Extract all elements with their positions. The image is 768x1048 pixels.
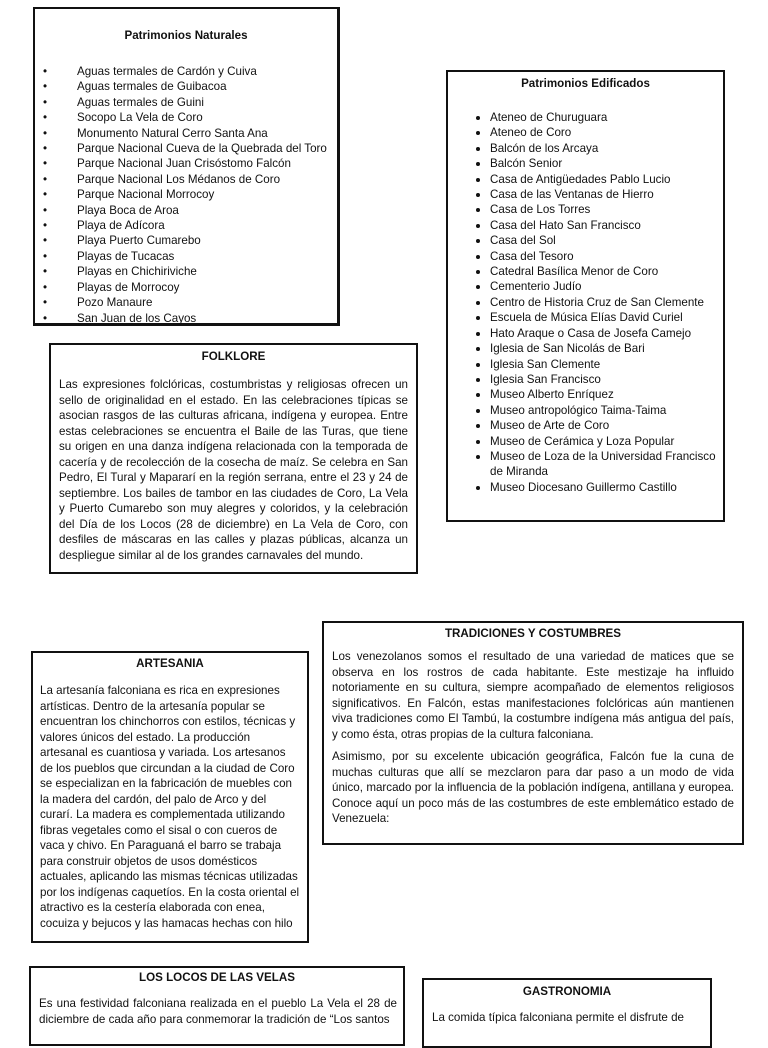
list-item: • Pozo Manaure — [43, 296, 153, 310]
bullet-icon: • — [43, 157, 48, 171]
patrimonios-edificados-box — [446, 70, 725, 522]
patrimonios-naturales-list — [35, 64, 337, 326]
artesania-title: ARTESANIA — [136, 657, 204, 670]
list-item: Ateneo de Coro — [490, 125, 723, 140]
list-item: Casa del Tesoro — [490, 249, 723, 264]
folklore-box — [49, 343, 418, 574]
bullet-icon: • — [43, 172, 48, 186]
list-item: Balcón Senior — [490, 156, 723, 171]
bullet-dot-icon — [476, 393, 480, 397]
list-item: Catedral Basílica Menor de Coro — [490, 264, 723, 279]
bullet-dot-icon — [476, 486, 480, 490]
bullet-icon: • — [43, 203, 48, 217]
bullet-dot-icon — [476, 455, 480, 459]
list-item: Museo Diocesano Guillermo Castillo — [490, 480, 723, 495]
bullet-dot-icon — [476, 378, 480, 382]
list-item: • Monumento Natural Cerro Santa Ana — [43, 126, 268, 140]
list-item: Museo de Arte de Coro — [490, 418, 723, 433]
bullet-dot-icon — [476, 239, 480, 243]
bullet-dot-icon — [476, 424, 480, 428]
bullet-dot-icon — [476, 332, 480, 336]
tradiciones-paragraph-1: Los venezolanos somos el resultado de una variedad de matices que se observa en los rostros de cada habitante. Este mestizaje ha influido notoriamente en su cultura, siempre acompañado de elementos religiosos significativos. En Falcón, estas manifestaciones folclóricas aún mantienen viva tradiciones como El Tambú, la costumbre indígena más antigua del país, y como ésta, otras propias de la cultura falconiana. — [332, 650, 734, 741]
bullet-dot-icon — [476, 316, 480, 320]
bullet-icon: • — [43, 311, 48, 325]
list-item: • Playa Boca de Aroa — [43, 203, 179, 217]
bullet-dot-icon — [476, 270, 480, 274]
gastronomia-text: La comida típica falconiana permite el disfrute de — [432, 1011, 684, 1024]
bullet-icon: • — [43, 265, 48, 279]
list-item: Iglesia San Clemente — [490, 357, 723, 372]
bullet-dot-icon — [476, 409, 480, 413]
list-item: • Parque Nacional Los Médanos de Coro — [43, 172, 281, 186]
list-item: Casa del Sol — [490, 233, 723, 248]
list-item: • Socopo La Vela de Coro — [43, 111, 203, 125]
locos-velas-title: LOS LOCOS DE LAS VELAS — [139, 971, 295, 984]
patrimonios-naturales-box — [33, 7, 340, 326]
list-item: • Parque Nacional Juan Crisóstomo Falcón — [43, 157, 291, 171]
list-item: Hato Araque o Casa de Josefa Camejo — [490, 326, 723, 341]
list-item: • Parque Nacional Morrocoy — [43, 188, 215, 202]
bullet-icon: • — [43, 234, 48, 248]
bullet-icon: • — [43, 296, 48, 310]
list-item: Balcón de los Arcaya — [490, 141, 723, 156]
bullet-dot-icon — [476, 131, 480, 135]
bullet-icon: • — [43, 126, 48, 140]
list-item: • Playa Puerto Cumarebo — [43, 234, 201, 248]
list-item: Iglesia de San Nicolás de Bari — [490, 341, 723, 356]
list-item: • Parque Nacional Cueva de la Quebrada del Toro — [43, 142, 327, 156]
list-item: Casa del Hato San Francisco — [490, 218, 723, 233]
bullet-icon: • — [43, 80, 48, 94]
list-item: Centro de Historia Cruz de San Clemente — [490, 295, 723, 310]
bullet-dot-icon — [476, 285, 480, 289]
gastronomia-box — [422, 978, 712, 1048]
folklore-title: FOLKLORE — [201, 350, 266, 363]
list-item: Museo Alberto Enríquez — [490, 387, 723, 402]
list-item: Cementerio Judío — [490, 279, 723, 294]
bullet-dot-icon — [476, 147, 480, 151]
artesania-box — [31, 651, 309, 943]
tradiciones-costumbres-box — [322, 621, 744, 845]
list-item: Museo antropológico Taima-Taima — [490, 403, 723, 418]
patrimonios-edificados-title: Patrimonios Edificados — [521, 77, 650, 90]
list-item: Museo de Loza de la Universidad Francisco de Miranda — [490, 449, 723, 480]
bullet-icon: • — [43, 142, 48, 156]
list-item: • Aguas termales de Guibacoa — [43, 80, 227, 94]
list-item: • Aguas termales de Cardón y Cuiva — [43, 65, 257, 78]
patrimonios-naturales-title: Patrimonios Naturales — [124, 29, 248, 42]
bullet-dot-icon — [476, 162, 480, 166]
artesania-text: La artesanía falconiana es rica en expresiones artísticas. Dentro de la artesanía popular se encuentran los chinchorros con estilos, técnicas y valores únicos del estado. La producción artesanal es cuantiosa y variada. Los artesanos de los pueblos que circundan a la ciudad de Coro se especializan en la fabricación de muebles con la madera del cardón, del palo de Arco y del curarí. La madera es complementada utilizando fibras vegetales como el sisal o con cueros de vaca y chivo. En Paraguaná el barro se trabaja para construir objetos de usos domésticos actuales, aplicando las mismas técnicas utilizadas por los indígenas caquetíos. En la costa oriental el atractivo es la cestería elaborada con enea, cocuiza y bejucos y las hamacas hechas con hilo — [40, 684, 300, 930]
list-item: • Playa de Adícora — [43, 219, 165, 233]
list-item: • Playas en Chichiriviche — [43, 265, 197, 279]
gastronomia-title: GASTRONOMIA — [522, 985, 612, 998]
folklore-text: Las expresiones folclóricas, costumbristas y religiosas ofrecen un sello de originalidad en el estado. En las celebraciones típicas se asocian rasgos de las culturas africana, indígena y europea. Entre estas celebraciones se encuentra el Baile de las Turas, que tiene su origen en una danza indígena relacionada con la temporada de cacería y de recolección de la cosecha de maíz. Se celebra en San Pedro, El Tural y Mapararí en la región serrana, entre el 23 y 24 de septiembre. Los bailes de tambor en las ciudades de Coro, La Vela y Puerto Cumarebo son muy alegres y coloridos, y la celebración del Día de los Locos (28 de diciembre) en La Vela de Coro, con desfiles de máscaras en las calles y plazas públicas, alcanza un despliegue similar al de los grandes carnavales del mundo. — [59, 378, 408, 562]
list-item: • Aguas termales de Guini — [43, 95, 204, 109]
bullet-dot-icon — [476, 178, 480, 182]
bullet-dot-icon — [476, 347, 480, 351]
list-item: Museo de Cerámica y Loza Popular — [490, 434, 723, 449]
list-item: • Playas de Tucacas — [43, 249, 175, 263]
list-item: Ateneo de Churuguara — [490, 110, 723, 125]
locos-velas-text: Es una festividad falconiana realizada en el pueblo La Vela el 28 de diciembre de cada año para conmemorar la tradición de “Los santos — [39, 997, 397, 1026]
locos-velas-box — [29, 966, 405, 1046]
tradiciones-costumbres-title: TRADICIONES Y COSTUMBRES — [444, 627, 622, 640]
list-item: Iglesia San Francisco — [490, 372, 723, 387]
bullet-icon: • — [43, 65, 48, 78]
list-item: Escuela de Música Elías David Curiel — [490, 310, 723, 325]
bullet-icon: • — [43, 280, 48, 294]
bullet-icon: • — [43, 249, 48, 263]
list-item: Casa de las Ventanas de Hierro — [490, 187, 723, 202]
bullet-dot-icon — [476, 301, 480, 305]
bullet-icon: • — [43, 188, 48, 202]
bullet-dot-icon — [476, 255, 480, 259]
list-item: • Playas de Morrocoy — [43, 280, 180, 294]
bullet-icon: • — [43, 219, 48, 233]
list-item: Casa de Los Torres — [490, 202, 723, 217]
bullet-dot-icon — [476, 193, 480, 197]
bullet-dot-icon — [476, 208, 480, 212]
bullet-dot-icon — [476, 224, 480, 228]
patrimonios-edificados-list — [448, 110, 723, 495]
tradiciones-paragraph-2: Asimismo, por su excelente ubicación geográfica, Falcón fue la cuna de muchas culturas que allí se mezclaron para dar paso a un modo de vida único, marcado por la influencia de la población indígena, antillana y europea. Conoce aquí un poco más de las costumbres de este emblemático estado de Venezuela: — [332, 750, 734, 825]
list-item: • San Juan de los Cayos — [43, 311, 197, 325]
bullet-dot-icon — [476, 363, 480, 367]
bullet-icon: • — [43, 111, 48, 125]
list-item: Casa de Antigüedades Pablo Lucio — [490, 172, 723, 187]
bullet-dot-icon — [476, 440, 480, 444]
bullet-icon: • — [43, 95, 48, 109]
bullet-dot-icon — [476, 116, 480, 120]
